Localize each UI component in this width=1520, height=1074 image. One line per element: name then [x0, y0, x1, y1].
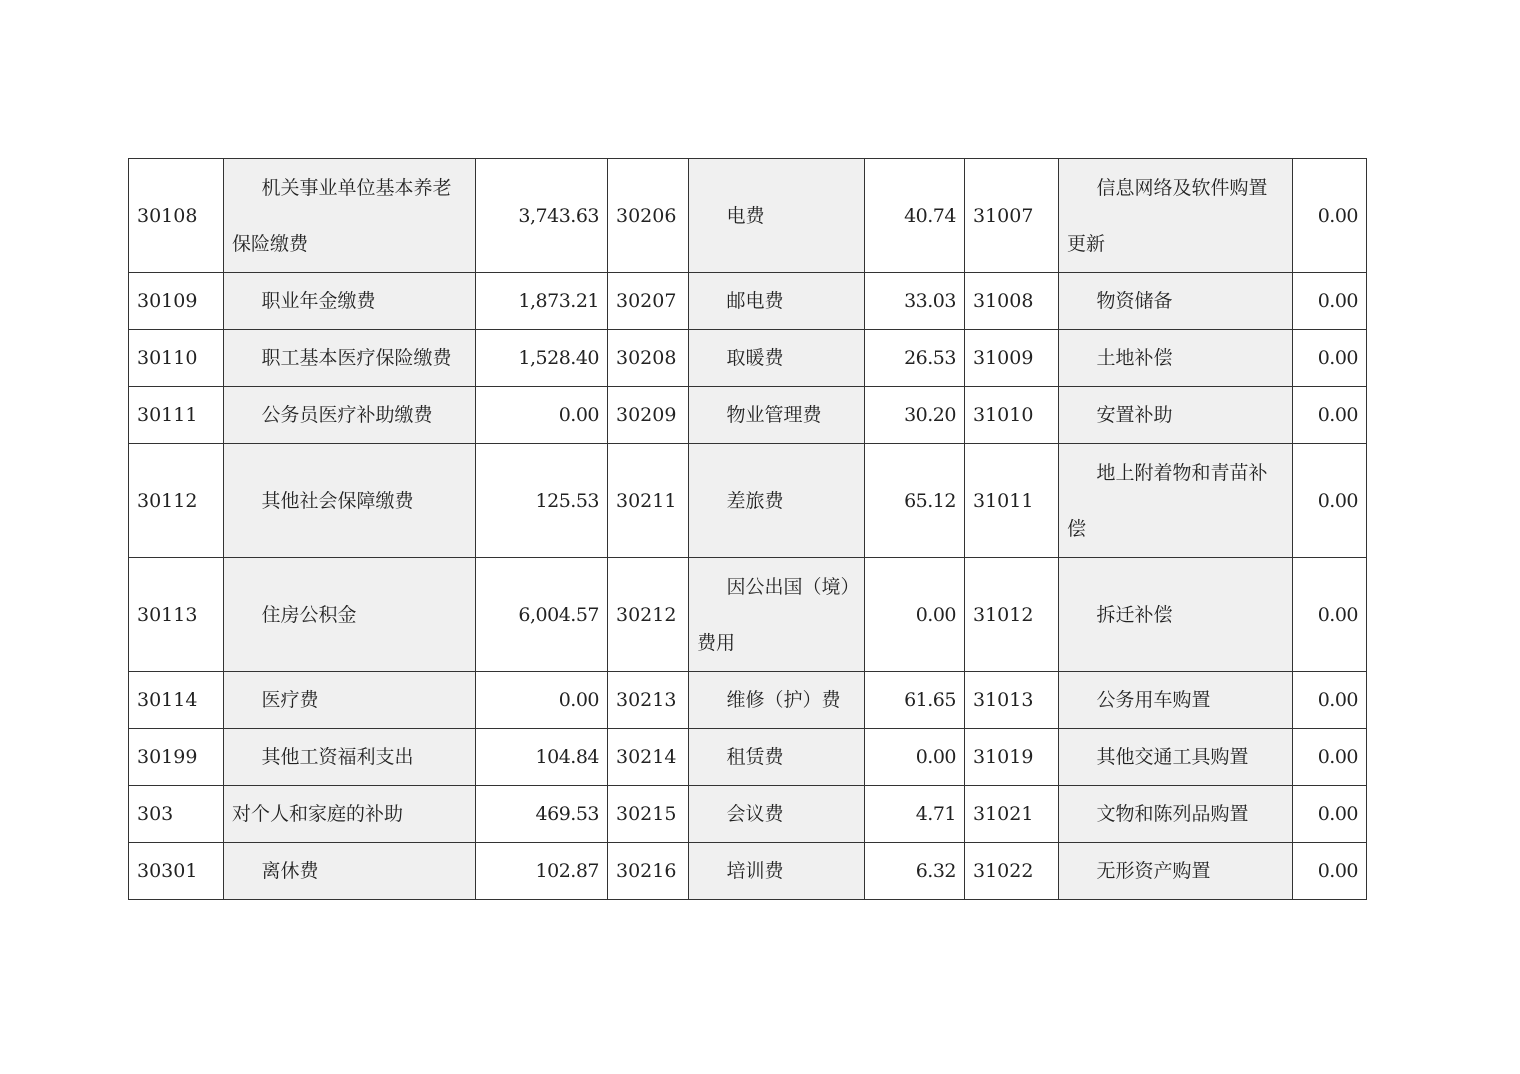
- account-code: 30216: [608, 843, 689, 900]
- account-code: 30301: [129, 843, 224, 900]
- table-row: [129, 843, 1367, 900]
- account-name: 物业管理费: [689, 387, 865, 444]
- account-name: 无形资产购置: [1059, 843, 1293, 900]
- account-code: 30214: [608, 729, 689, 786]
- account-name: 土地补偿: [1059, 330, 1293, 387]
- amount: 0.00: [476, 387, 608, 444]
- account-name: 职业年金缴费: [224, 273, 476, 330]
- account-name: 信息网络及软件购置更新: [1059, 159, 1293, 273]
- amount: 0.00: [1293, 672, 1367, 729]
- account-code: 30212: [608, 558, 689, 672]
- account-code: 30199: [129, 729, 224, 786]
- account-code: 30109: [129, 273, 224, 330]
- account-name: 维修（护）费: [689, 672, 865, 729]
- account-name: 离休费: [224, 843, 476, 900]
- account-name: 邮电费: [689, 273, 865, 330]
- account-name: 差旅费: [689, 444, 865, 558]
- budget-expenditure-table: [128, 158, 1367, 900]
- amount: 0.00: [1293, 330, 1367, 387]
- table-row: [129, 330, 1367, 387]
- amount: 0.00: [1293, 729, 1367, 786]
- table-row: [129, 273, 1367, 330]
- account-code: 30207: [608, 273, 689, 330]
- account-name: 物资储备: [1059, 273, 1293, 330]
- account-name: 安置补助: [1059, 387, 1293, 444]
- account-code: 303: [129, 786, 224, 843]
- account-name: 住房公积金: [224, 558, 476, 672]
- account-name: 拆迁补偿: [1059, 558, 1293, 672]
- amount: 0.00: [1293, 786, 1367, 843]
- account-code: 30113: [129, 558, 224, 672]
- account-code: 30211: [608, 444, 689, 558]
- account-code: 31021: [965, 786, 1059, 843]
- account-name: 培训费: [689, 843, 865, 900]
- amount: 0.00: [865, 558, 965, 672]
- account-code: 30110: [129, 330, 224, 387]
- account-code: 30111: [129, 387, 224, 444]
- account-name: 会议费: [689, 786, 865, 843]
- amount: 26.53: [865, 330, 965, 387]
- amount: 6.32: [865, 843, 965, 900]
- account-code: 30208: [608, 330, 689, 387]
- account-code: 31008: [965, 273, 1059, 330]
- account-code: 31013: [965, 672, 1059, 729]
- account-name: 对个人和家庭的补助: [224, 786, 476, 843]
- account-name: 其他工资福利支出: [224, 729, 476, 786]
- account-name: 取暖费: [689, 330, 865, 387]
- amount: 4.71: [865, 786, 965, 843]
- account-code: 30112: [129, 444, 224, 558]
- amount: 61.65: [865, 672, 965, 729]
- account-code: 31022: [965, 843, 1059, 900]
- table-row: [129, 672, 1367, 729]
- account-code: 30108: [129, 159, 224, 273]
- account-code: 31012: [965, 558, 1059, 672]
- amount: 33.03: [865, 273, 965, 330]
- table-row: [129, 729, 1367, 786]
- account-code: 30209: [608, 387, 689, 444]
- account-name: 机关事业单位基本养老保险缴费: [224, 159, 476, 273]
- amount: 40.74: [865, 159, 965, 273]
- account-code: 30215: [608, 786, 689, 843]
- amount: 1,528.40: [476, 330, 608, 387]
- amount: 469.53: [476, 786, 608, 843]
- amount: 30.20: [865, 387, 965, 444]
- amount: 6,004.57: [476, 558, 608, 672]
- account-name: 其他交通工具购置: [1059, 729, 1293, 786]
- table-row: [129, 387, 1367, 444]
- account-name: 地上附着物和青苗补偿: [1059, 444, 1293, 558]
- amount: 0.00: [1293, 843, 1367, 900]
- account-code: 31010: [965, 387, 1059, 444]
- account-name: 租赁费: [689, 729, 865, 786]
- amount: 0.00: [1293, 444, 1367, 558]
- amount: 102.87: [476, 843, 608, 900]
- account-name: 医疗费: [224, 672, 476, 729]
- account-name: 公务员医疗补助缴费: [224, 387, 476, 444]
- amount: 0.00: [476, 672, 608, 729]
- amount: 0.00: [865, 729, 965, 786]
- table-row: [129, 444, 1367, 558]
- amount: 65.12: [865, 444, 965, 558]
- account-code: 30206: [608, 159, 689, 273]
- account-code: 30114: [129, 672, 224, 729]
- amount: 125.53: [476, 444, 608, 558]
- account-name: 公务用车购置: [1059, 672, 1293, 729]
- account-code: 31019: [965, 729, 1059, 786]
- amount: 3,743.63: [476, 159, 608, 273]
- account-code: 31007: [965, 159, 1059, 273]
- account-code: 31009: [965, 330, 1059, 387]
- amount: 0.00: [1293, 273, 1367, 330]
- account-name: 因公出国（境）费用: [689, 558, 865, 672]
- amount: 0.00: [1293, 159, 1367, 273]
- amount: 0.00: [1293, 558, 1367, 672]
- account-name: 职工基本医疗保险缴费: [224, 330, 476, 387]
- amount: 104.84: [476, 729, 608, 786]
- account-name: 文物和陈列品购置: [1059, 786, 1293, 843]
- account-code: 30213: [608, 672, 689, 729]
- amount: 0.00: [1293, 387, 1367, 444]
- table-row: [129, 159, 1367, 273]
- amount: 1,873.21: [476, 273, 608, 330]
- table-row: [129, 786, 1367, 843]
- account-code: 31011: [965, 444, 1059, 558]
- account-name: 其他社会保障缴费: [224, 444, 476, 558]
- table-row: [129, 558, 1367, 672]
- account-name: 电费: [689, 159, 865, 273]
